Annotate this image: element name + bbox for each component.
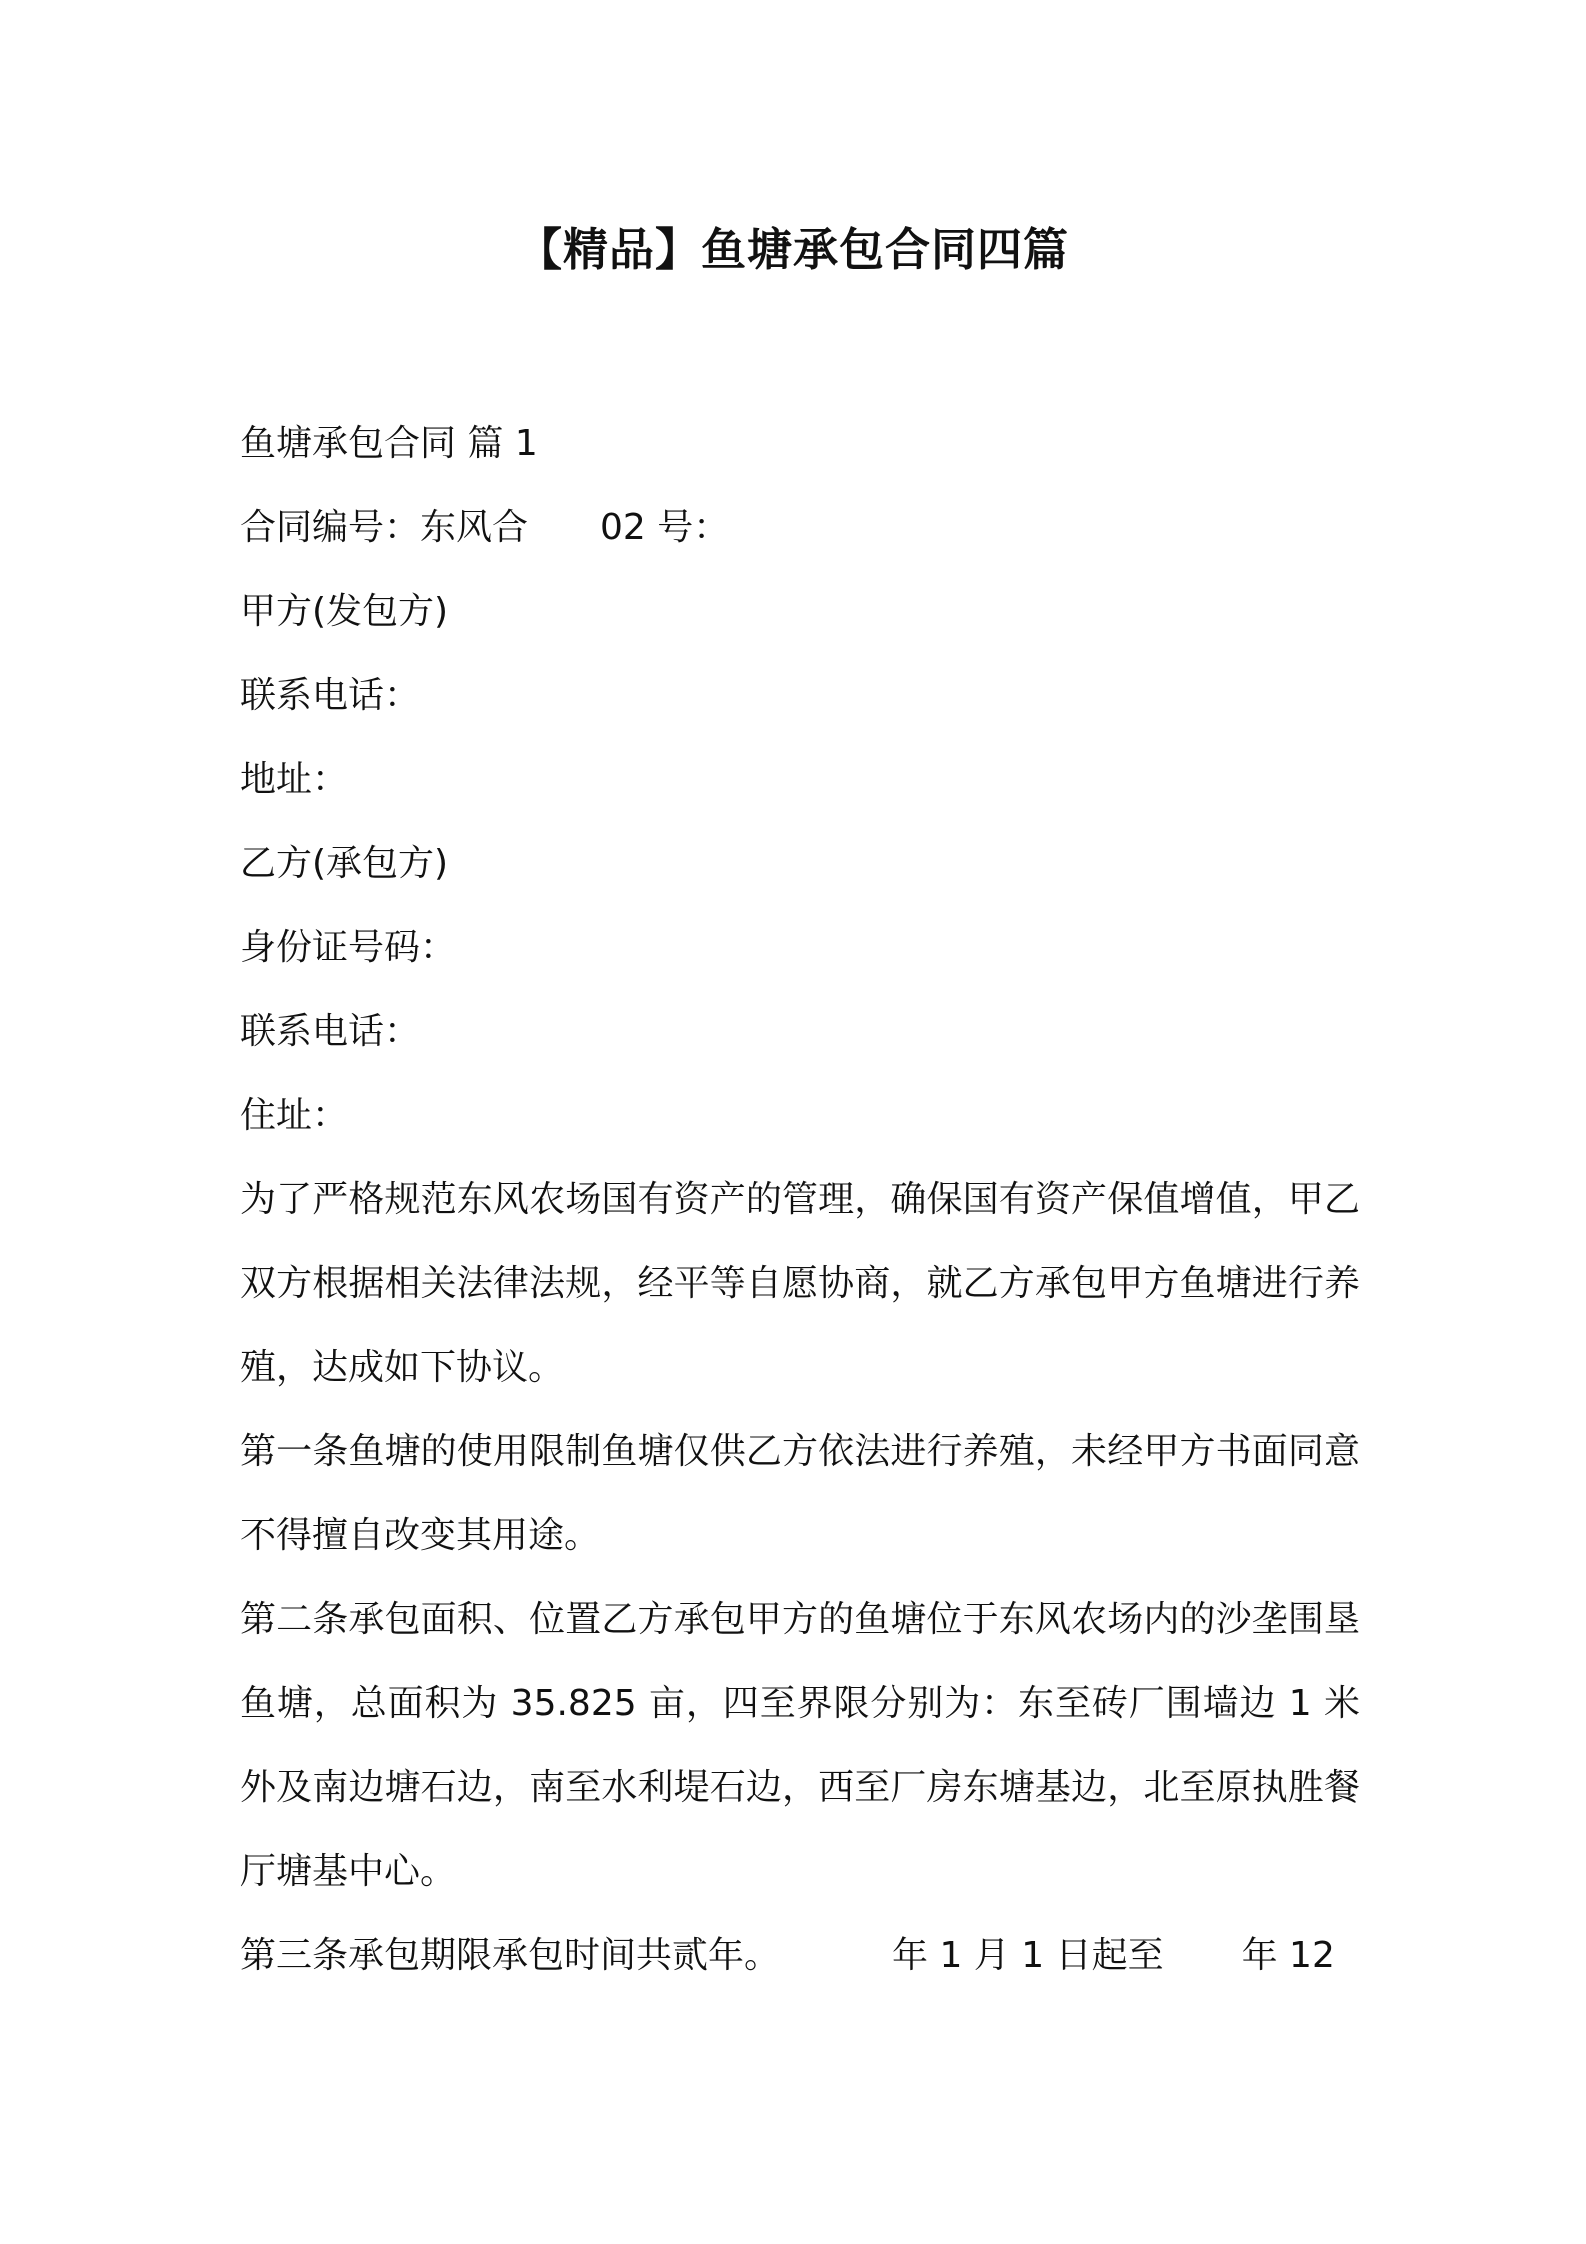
party-a-address-label: 地址：	[240, 759, 349, 800]
article-1-paragraph: 第一条鱼塘的使用限制鱼塘仅供乙方依法进行养殖，未经甲方书面同意不得擅自改变其用途。	[240, 1431, 1360, 1556]
section-heading: 鱼塘承包合同 篇 1	[240, 423, 538, 464]
party-a-phone-label: 联系电话：	[240, 675, 421, 716]
document-title: 【精品】鱼塘承包合同四篇	[516, 223, 1069, 276]
party-b-id-label: 身份证号码：	[240, 927, 457, 968]
article-3-part3: 年 12	[1241, 1935, 1335, 1976]
contract-number-label: 合同编号：东风合	[240, 507, 529, 548]
preamble-paragraph: 为了严格规范东风农场国有资产的管理，确保国有资产保值增值，甲乙双方根据相关法律法规，经平等自愿协商，就乙方承包甲方鱼塘进行养殖，达成如下协议。	[240, 1179, 1360, 1388]
article-3-part2: 年 1 月 1 日起至	[892, 1935, 1164, 1976]
party-b-phone-label: 联系电话：	[240, 1011, 421, 1052]
document-body	[240, 402, 1360, 1998]
party-a-label: 甲方(发包方)	[240, 591, 449, 632]
article-3-part1: 第三条承包期限承包时间共贰年。	[240, 1935, 781, 1976]
contract-number-line	[240, 486, 1360, 570]
article-2-paragraph: 第二条承包面积、位置乙方承包甲方的鱼塘位于东风农场内的沙垄围垦鱼塘，总面积为 35.825 亩，四至界限分别为：东至砖厂围墙边 1 米外及南边塘石边，南至水利堤石边，西至厂房东塘基边，北至原执胜餐厅塘基中心。	[240, 1599, 1360, 1892]
article-3-line	[240, 1914, 1360, 1998]
party-b-label: 乙方(承包方)	[240, 843, 449, 884]
contract-number-suffix: 02 号：	[600, 507, 730, 548]
party-b-address-label: 住址：	[240, 1095, 349, 1136]
